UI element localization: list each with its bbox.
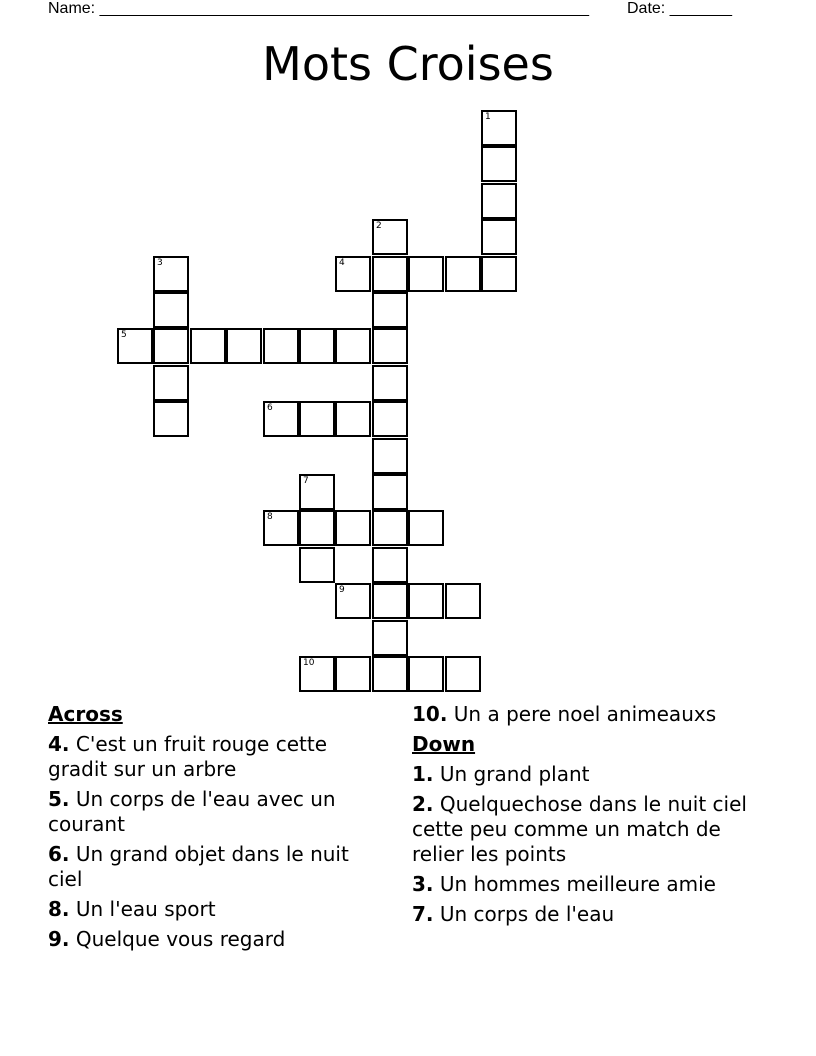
name-field: Name: _______________________________________________________: [48, 0, 589, 17]
across-clue-10: 10. Un a pere noel animeauxs: [412, 702, 717, 726]
grid-cell-r11-c6[interactable]: [335, 510, 371, 546]
clues-right-column: [412, 702, 762, 932]
grid-cell-r13-c6[interactable]: [335, 583, 371, 619]
clue-number-6: 6: [267, 403, 273, 413]
grid-cell-r12-c7[interactable]: [372, 547, 408, 583]
across-clue-9: 9. Quelque vous regard: [48, 927, 286, 951]
clue-number-5: 5: [121, 330, 127, 340]
across-clue-5: 5. Un corps de l'eau avec un courant: [48, 787, 336, 836]
grid-cell-r11-c5[interactable]: [299, 510, 335, 546]
grid-cell-r8-c4[interactable]: [263, 401, 299, 437]
page-title: Mots Croises: [262, 37, 554, 91]
grid-cell-r9-c7[interactable]: [372, 438, 408, 474]
grid-cell-r6-c7[interactable]: [372, 328, 408, 364]
across-clue-6: 6. Un grand objet dans le nuit ciel: [48, 842, 349, 891]
grid-cell-r15-c9[interactable]: [445, 656, 481, 692]
grid-cell-r8-c6[interactable]: [335, 401, 371, 437]
across-heading: Across: [48, 702, 123, 726]
grid-cell-r0-c10[interactable]: [481, 110, 517, 146]
date-field: Date: _______: [627, 0, 732, 17]
clue-number-10: 10: [303, 658, 315, 668]
grid-cell-r13-c8[interactable]: [408, 583, 444, 619]
down-heading: Down: [412, 732, 476, 756]
grid-cell-r4-c8[interactable]: [408, 256, 444, 292]
grid-cell-r7-c1[interactable]: [153, 365, 189, 401]
grid-cell-r15-c8[interactable]: [408, 656, 444, 692]
clue-number-1: 1: [485, 112, 491, 122]
clue-number-8: 8: [267, 512, 273, 522]
grid-cell-r10-c7[interactable]: [372, 474, 408, 510]
grid-cell-r6-c2[interactable]: [190, 328, 226, 364]
grid-cell-r3-c7[interactable]: [372, 219, 408, 255]
grid-cell-r4-c9[interactable]: [445, 256, 481, 292]
grid-cell-r2-c10[interactable]: [481, 183, 517, 219]
grid-cell-r8-c1[interactable]: [153, 401, 189, 437]
grid-cell-r11-c7[interactable]: [372, 510, 408, 546]
across-clue-8: 8. Un l'eau sport: [48, 897, 216, 921]
clue-number-3: 3: [157, 258, 163, 268]
grid-cell-r6-c6[interactable]: [335, 328, 371, 364]
grid-cell-r3-c10[interactable]: [481, 219, 517, 255]
grid-cell-r6-c3[interactable]: [226, 328, 262, 364]
grid-cell-r15-c7[interactable]: [372, 656, 408, 692]
across-clue-4: 4. C'est un fruit rouge cette gradit sur un arbre: [48, 732, 328, 781]
grid-cell-r13-c9[interactable]: [445, 583, 481, 619]
grid-cell-r7-c7[interactable]: [372, 365, 408, 401]
grid-cell-r13-c7[interactable]: [372, 583, 408, 619]
grid-cell-r15-c6[interactable]: [335, 656, 371, 692]
grid-cell-r4-c6[interactable]: [335, 256, 371, 292]
grid-cell-r5-c7[interactable]: [372, 292, 408, 328]
grid-cell-r6-c1[interactable]: [153, 328, 189, 364]
clue-number-7: 7: [303, 476, 309, 486]
grid-cell-r6-c5[interactable]: [299, 328, 335, 364]
grid-cell-r4-c1[interactable]: [153, 256, 189, 292]
grid-cell-r10-c5[interactable]: [299, 474, 335, 510]
grid-cell-r4-c7[interactable]: [372, 256, 408, 292]
down-clue-3: 3. Un hommes meilleure amie: [412, 872, 716, 896]
down-clue-7: 7. Un corps de l'eau: [412, 902, 615, 926]
grid-cell-r5-c1[interactable]: [153, 292, 189, 328]
grid-cell-r15-c5[interactable]: [299, 656, 335, 692]
clue-number-9: 9: [339, 585, 345, 595]
grid-cell-r6-c4[interactable]: [263, 328, 299, 364]
grid-cell-r8-c5[interactable]: [299, 401, 335, 437]
grid-cell-r8-c7[interactable]: [372, 401, 408, 437]
grid-cell-r14-c7[interactable]: [372, 620, 408, 656]
down-clue-2: 2. Quelquechose dans le nuit ciel cette peu comme un match de relier les points: [412, 792, 747, 866]
grid-cell-r6-c0[interactable]: [117, 328, 153, 364]
clue-number-2: 2: [376, 221, 382, 231]
down-clue-1: 1. Un grand plant: [412, 762, 590, 786]
grid-cell-r12-c5[interactable]: [299, 547, 335, 583]
clue-number-4: 4: [339, 258, 345, 268]
grid-cell-r11-c4[interactable]: [263, 510, 299, 546]
grid-cell-r1-c10[interactable]: [481, 146, 517, 182]
grid-cell-r11-c8[interactable]: [408, 510, 444, 546]
clues-left-column: [48, 702, 378, 957]
grid-cell-r4-c10[interactable]: [481, 256, 517, 292]
